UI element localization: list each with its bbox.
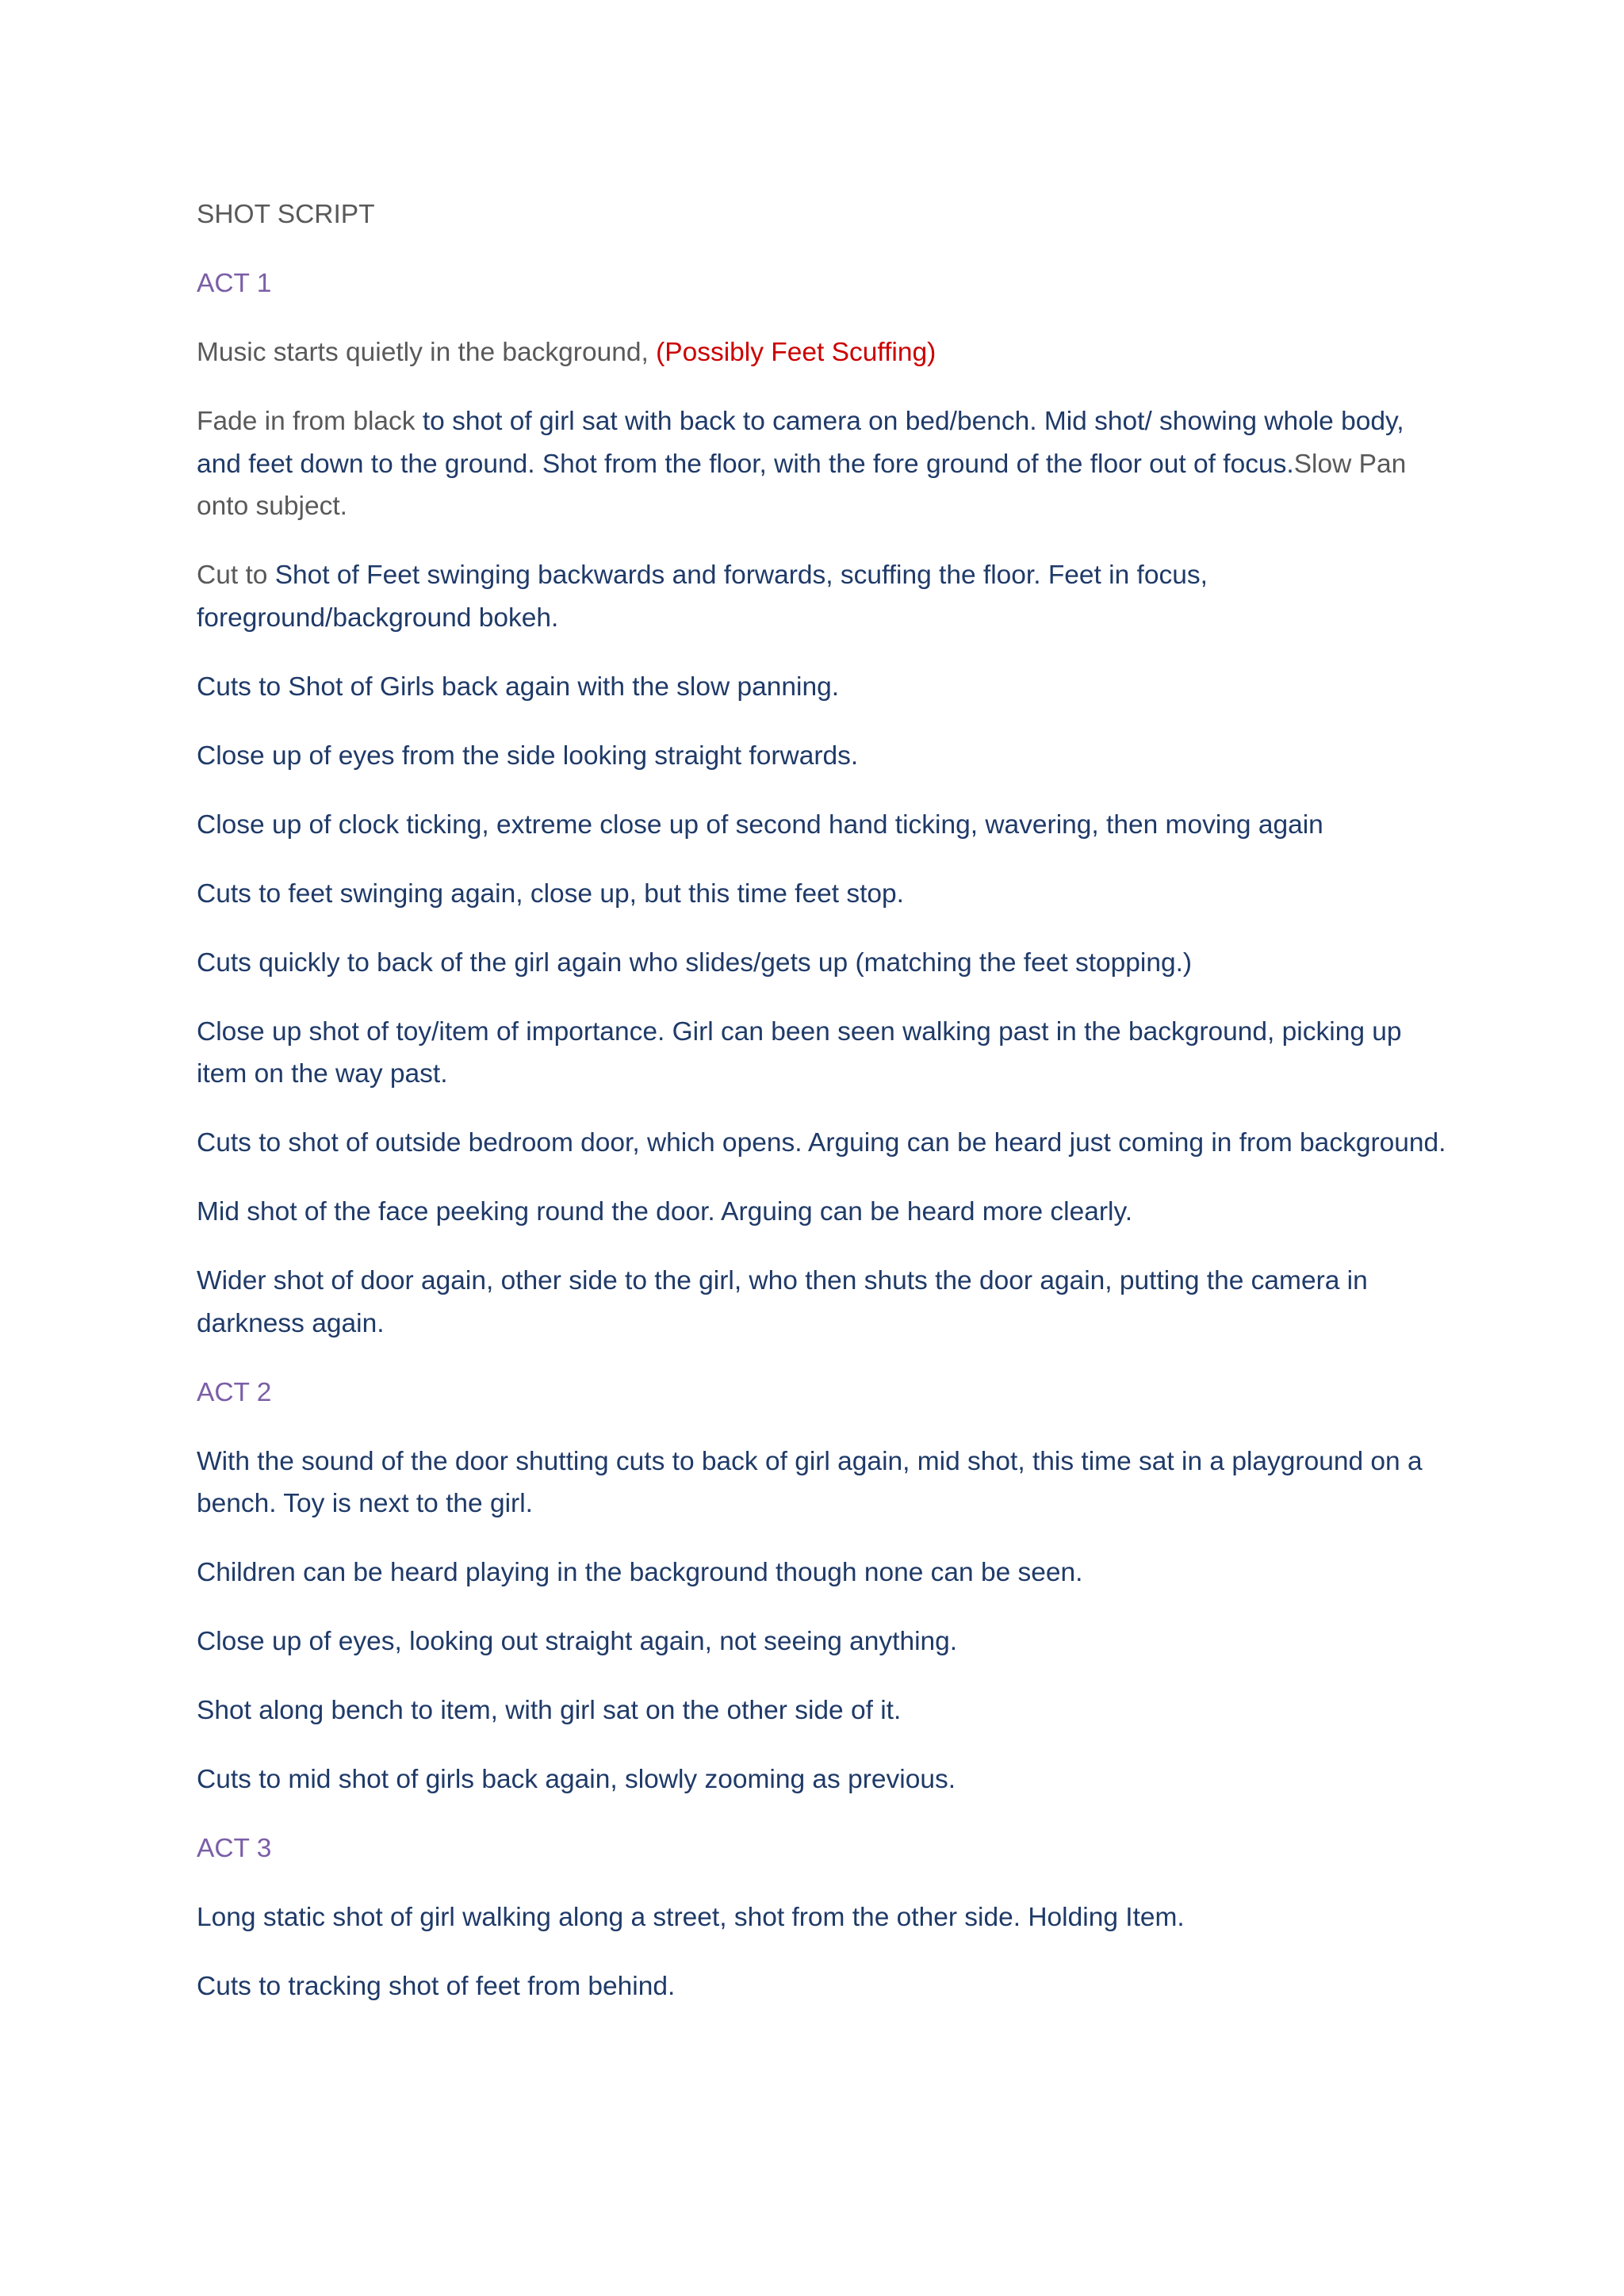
act-1-paragraph-7: Cuts to feet swinging again, close up, but this time feet stop. — [197, 878, 904, 909]
act-2-paragraph-4: Shot along bench to item, with girl sat on the other side of it. — [197, 1696, 902, 1725]
act-1-paragraph-11: Mid shot of the face peeking round the door. Arguing can be heard more clearly. — [197, 1197, 1133, 1226]
act-1-paragraph-12: Wider shot of door again, other side to the girl, who then shuts the door again, putting the camera in darkness again. — [197, 1266, 1368, 1338]
act-3-heading: ACT 3 — [197, 1834, 272, 1863]
fade-in-text: Fade in from black — [197, 407, 423, 436]
act-3-paragraph-2: Cuts to tracking shot of feet from behind. — [197, 1972, 676, 2001]
act-1-paragraph-3 — [197, 554, 1450, 639]
act-1-paragraph-1 — [197, 331, 1450, 374]
act-1-paragraph-8: Cuts quickly to back of the girl again who slides/gets up (matching the feet stopping.) — [197, 947, 1193, 978]
act-1-heading: ACT 1 — [197, 269, 272, 298]
act-1-paragraph-6: Close up of clock ticking, extreme close up of second hand ticking, wavering, then moving again — [197, 809, 1323, 840]
slow-pan-text: Slow Pan onto subject. — [197, 449, 1407, 521]
act-1-paragraph-2 — [197, 400, 1450, 528]
music-cue-text: Music starts quietly in the background, — [197, 338, 657, 367]
act-1-paragraph-9: Close up shot of toy/item of importance. Girl can been seen walking past in the background, picking up item on the way past. — [197, 1016, 1402, 1089]
cut-to-text: Cut to — [197, 561, 275, 590]
sound-note-text: (Possibly Feet Scuffing) — [656, 338, 936, 367]
act-2-paragraph-1: With the sound of the door shutting cuts to back of girl again, mid shot, this time sat in a playground on a bench. Toy is next to the girl. — [197, 1446, 1423, 1518]
act-2-paragraph-3: Close up of eyes, looking out straight again, not seeing anything. — [197, 1627, 958, 1656]
document-page — [197, 193, 1450, 2034]
act-1-paragraph-5: Close up of eyes from the side looking straight forwards. — [197, 740, 859, 771]
act-2-heading: ACT 2 — [197, 1377, 272, 1407]
act-1-paragraph-4: Cuts to Shot of Girls back again with the slow panning. — [197, 672, 840, 702]
act-3-paragraph-1: Long static shot of girl walking along a street, shot from the other side. Holding Item. — [197, 1903, 1185, 1932]
feet-shot-text: Shot of Feet swinging backwards and forwards, scuffing the floor. Feet in focus, foreground/background bokeh. — [197, 561, 1208, 633]
opening-shot-text: to shot of girl sat with back to camera on bed/bench. Mid shot/ showing whole body, and feet down to the ground. Shot from the floor, with the fore ground of the floor out of focus. — [197, 407, 1404, 479]
act-1-paragraph-10: Cuts to shot of outside bedroom door, which opens. Arguing can be heard just coming in from background. — [197, 1128, 1446, 1158]
act-2-paragraph-5: Cuts to mid shot of girls back again, slowly zooming as previous. — [197, 1765, 956, 1794]
act-2-paragraph-2: Children can be heard playing in the background though none can be seen. — [197, 1558, 1083, 1587]
document-title: SHOT SCRIPT — [197, 200, 375, 229]
